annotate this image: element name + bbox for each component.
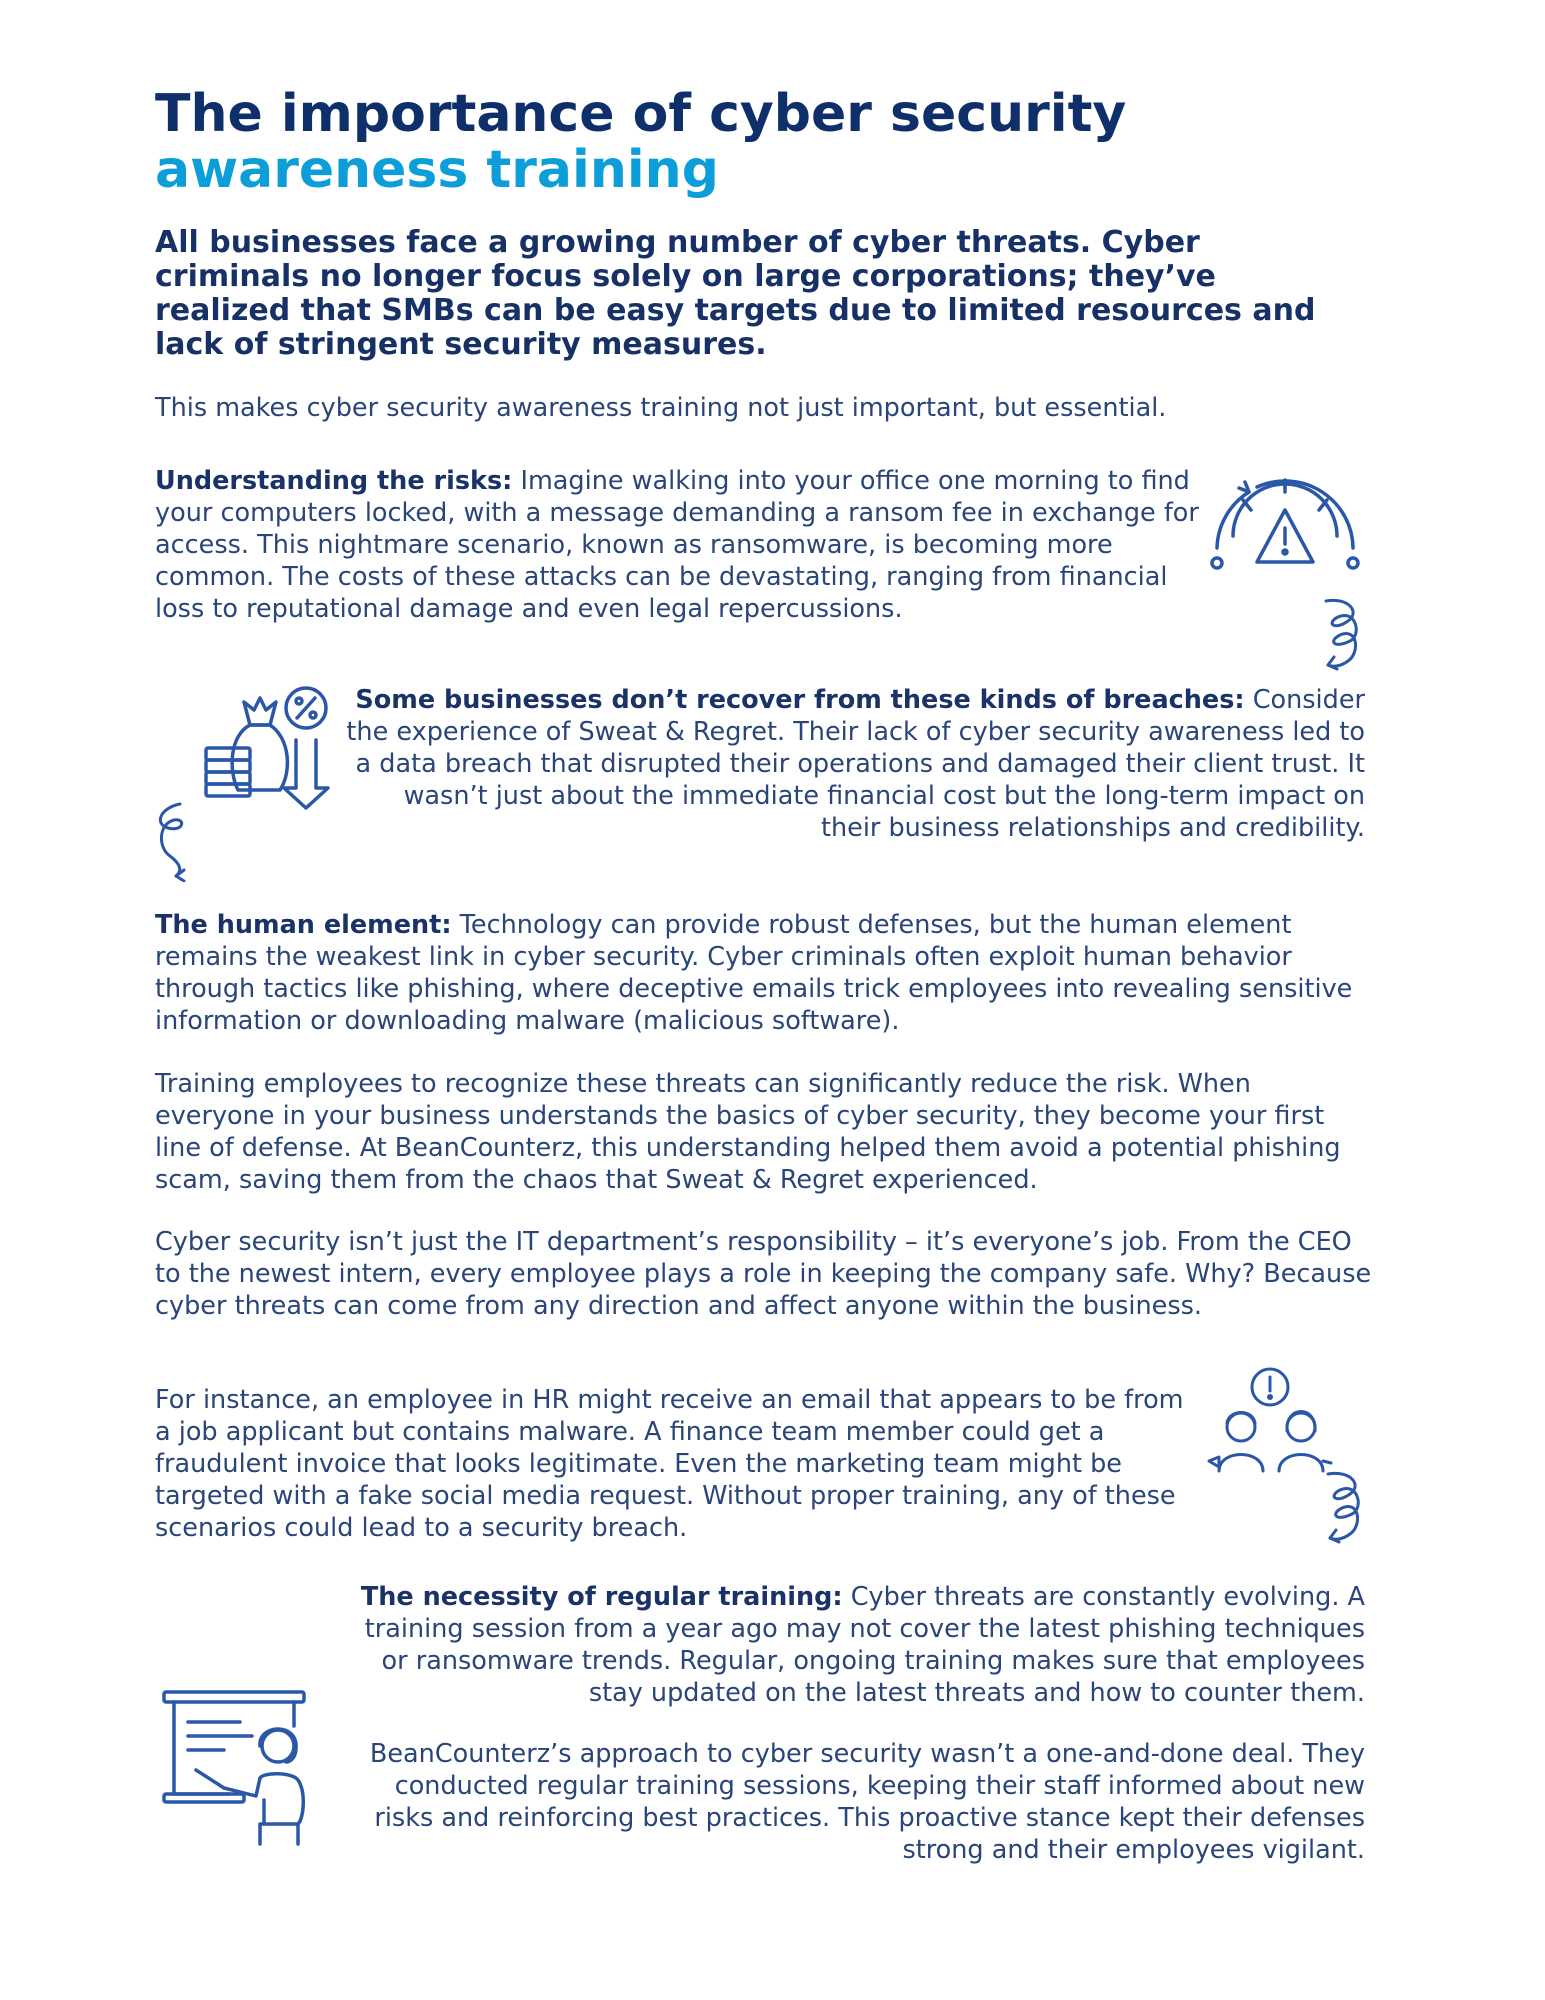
title-line-2: awareness training: [155, 140, 719, 200]
risks-text: Imagine walking into your office one morning to find your computers locked, with a message demanding a ransom fee in exchange for access. This nightmare scenario, known as ransomware, is becoming more common. The costs of these attacks can be devastating, ranging from financial loss to reputational damage and even legal repercussions.: [155, 466, 1199, 624]
title-line-1: The importance of cyber security: [155, 84, 1127, 144]
risk-gauge-warning-icon: [1205, 470, 1365, 590]
risks-paragraph: [155, 465, 1205, 625]
curly-arrow-icon: [1320, 595, 1366, 677]
everyone-paragraph: Cyber security isn’t just the IT department’s responsibility – it’s everyone’s job. From the CEO to the newest intern, every employee plays a role in keeping the company safe. Why? Because cyber threats can come from any direction and affect anyone within the business.: [155, 1227, 1372, 1321]
money-bag-loss-icon: [200, 680, 340, 825]
human-element-text: Technology can provide robust defenses, but the human element remains the weakest link in cyber security. Cyber criminals often exploit human behavior through tactics like phishing, where deceptive emails trick employees into revealing sensitive information or downloading malware (malicious software).: [155, 910, 1353, 1036]
regular-training-text: Cyber threats are constantly evolving. A training session from a year ago may not cover the latest phishing techniques or ransomware trends. Regular, ongoing training makes sure that employees stay updated on the latest threats and how to counter them.: [364, 1582, 1365, 1708]
regular-training-heading: The necessity of regular training:: [360, 1582, 843, 1612]
recovery-paragraph: [340, 684, 1365, 844]
approach-paragraph: BeanCounterz’s approach to cyber security wasn’t a one-and-done deal. They conducted regular training sessions, keeping their staff informed about new risks and reinforcing best practices. This proactive stance kept their defenses strong and their employees vigilant.: [369, 1739, 1365, 1865]
regular-training-paragraph: [360, 1581, 1365, 1709]
lead-paragraph: All businesses face a growing number of cyber threats. Cyber criminals no longer focus solely on large corporations; they’ve realized that SMBs can be easy targets due to limited resources and lack of stringent security measures.: [155, 225, 1316, 362]
human-element-heading: The human element:: [155, 910, 452, 940]
page-title: [155, 86, 1395, 198]
instance-paragraph: For instance, an employee in HR might receive an email that appears to be from a job applicant but contains malware. A finance team member could get a fraudulent invoice that looks legitimate. Even the marketing team might be targeted with a fake social media request. Without proper training, any of these scenarios could lead to a security breach.: [155, 1385, 1184, 1543]
curly-arrow-icon: [1322, 1468, 1368, 1550]
human-element-paragraph: [155, 909, 1375, 1037]
intro-paragraph: This makes cyber security awareness training not just important, but essential.: [155, 393, 1167, 423]
training-paragraph: Training employees to recognize these threats can significantly reduce the risk. When everyone in your business understands the basics of cyber security, they become your first line of defense. At BeanCounterz, this understanding helped them avoid a potential phishing scam, saving them from the chaos that Sweat & Regret experienced.: [155, 1069, 1341, 1195]
trainer-whiteboard-icon: [160, 1688, 325, 1848]
recovery-heading: Some businesses don’t recover from these kinds of breaches:: [355, 685, 1245, 715]
people-alert-icon: [1205, 1365, 1335, 1480]
recovery-text: Consider the experience of Sweat & Regret. Their lack of cyber security awareness led to a data breach that disrupted their operations and damaged their client trust. It wasn’t just about the immediate financial cost but the long-term impact on their business relationships and credibility.: [346, 685, 1365, 843]
risks-heading: Understanding the risks:: [155, 466, 513, 496]
curly-arrow-icon: [152, 800, 198, 882]
